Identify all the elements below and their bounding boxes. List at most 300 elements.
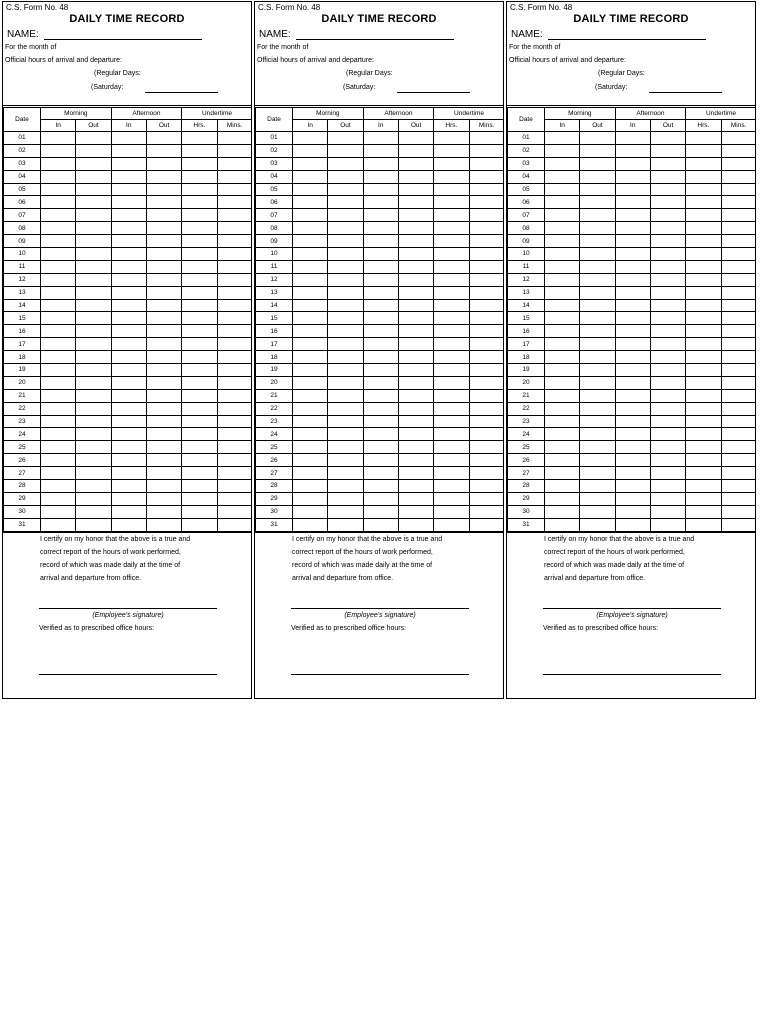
morning-in-cell[interactable] (545, 196, 580, 209)
undertime-hrs-cell[interactable] (182, 260, 217, 273)
morning-out-cell[interactable] (76, 376, 111, 389)
afternoon-out-cell[interactable] (398, 492, 433, 505)
morning-in-cell[interactable] (41, 132, 76, 145)
morning-out-cell[interactable] (76, 415, 111, 428)
afternoon-in-cell[interactable] (615, 376, 650, 389)
morning-out-cell[interactable] (328, 248, 363, 261)
afternoon-out-cell[interactable] (398, 376, 433, 389)
morning-in-cell[interactable] (293, 351, 328, 364)
morning-out-cell[interactable] (580, 222, 615, 235)
undertime-mins-cell[interactable] (217, 144, 252, 157)
afternoon-in-cell[interactable] (615, 235, 650, 248)
morning-out-cell[interactable] (328, 402, 363, 415)
afternoon-in-cell[interactable] (615, 364, 650, 377)
afternoon-out-cell[interactable] (650, 467, 685, 480)
undertime-hrs-cell[interactable] (182, 132, 217, 145)
undertime-mins-cell[interactable] (721, 505, 756, 518)
afternoon-out-cell[interactable] (650, 441, 685, 454)
undertime-mins-cell[interactable] (469, 402, 504, 415)
afternoon-out-cell[interactable] (650, 132, 685, 145)
undertime-hrs-cell[interactable] (182, 454, 217, 467)
afternoon-out-cell[interactable] (146, 518, 181, 531)
undertime-mins-cell[interactable] (469, 144, 504, 157)
morning-out-cell[interactable] (328, 415, 363, 428)
afternoon-out-cell[interactable] (146, 222, 181, 235)
morning-out-cell[interactable] (580, 428, 615, 441)
afternoon-in-cell[interactable] (615, 402, 650, 415)
undertime-hrs-cell[interactable] (182, 235, 217, 248)
afternoon-out-cell[interactable] (146, 364, 181, 377)
undertime-hrs-cell[interactable] (686, 415, 721, 428)
undertime-hrs-cell[interactable] (182, 248, 217, 261)
morning-in-cell[interactable] (545, 518, 580, 531)
afternoon-out-cell[interactable] (398, 351, 433, 364)
morning-in-cell[interactable] (545, 299, 580, 312)
morning-out-cell[interactable] (76, 325, 111, 338)
undertime-mins-cell[interactable] (721, 351, 756, 364)
morning-in-cell[interactable] (293, 376, 328, 389)
afternoon-in-cell[interactable] (615, 312, 650, 325)
undertime-hrs-cell[interactable] (182, 428, 217, 441)
undertime-hrs-cell[interactable] (686, 325, 721, 338)
morning-in-cell[interactable] (41, 402, 76, 415)
morning-in-cell[interactable] (293, 248, 328, 261)
morning-out-cell[interactable] (76, 441, 111, 454)
undertime-mins-cell[interactable] (721, 209, 756, 222)
afternoon-out-cell[interactable] (146, 480, 181, 493)
morning-in-cell[interactable] (41, 389, 76, 402)
undertime-mins-cell[interactable] (721, 415, 756, 428)
undertime-mins-cell[interactable] (721, 286, 756, 299)
afternoon-in-cell[interactable] (615, 273, 650, 286)
morning-in-cell[interactable] (293, 415, 328, 428)
morning-in-cell[interactable] (293, 209, 328, 222)
afternoon-in-cell[interactable] (363, 312, 398, 325)
afternoon-in-cell[interactable] (111, 260, 146, 273)
afternoon-out-cell[interactable] (398, 273, 433, 286)
undertime-mins-cell[interactable] (217, 286, 252, 299)
undertime-hrs-cell[interactable] (182, 376, 217, 389)
morning-out-cell[interactable] (580, 402, 615, 415)
morning-out-cell[interactable] (328, 312, 363, 325)
morning-out-cell[interactable] (580, 157, 615, 170)
undertime-mins-cell[interactable] (217, 505, 252, 518)
undertime-mins-cell[interactable] (469, 338, 504, 351)
morning-out-cell[interactable] (76, 286, 111, 299)
undertime-mins-cell[interactable] (217, 196, 252, 209)
afternoon-in-cell[interactable] (111, 480, 146, 493)
morning-in-cell[interactable] (293, 273, 328, 286)
afternoon-out-cell[interactable] (650, 389, 685, 402)
morning-in-cell[interactable] (41, 441, 76, 454)
undertime-mins-cell[interactable] (217, 299, 252, 312)
morning-out-cell[interactable] (76, 338, 111, 351)
undertime-hrs-cell[interactable] (182, 325, 217, 338)
afternoon-in-cell[interactable] (111, 235, 146, 248)
undertime-mins-cell[interactable] (721, 480, 756, 493)
morning-out-cell[interactable] (76, 260, 111, 273)
undertime-mins-cell[interactable] (217, 415, 252, 428)
morning-in-cell[interactable] (545, 389, 580, 402)
undertime-hrs-cell[interactable] (434, 428, 469, 441)
morning-out-cell[interactable] (76, 428, 111, 441)
afternoon-in-cell[interactable] (363, 351, 398, 364)
afternoon-out-cell[interactable] (398, 389, 433, 402)
afternoon-out-cell[interactable] (650, 248, 685, 261)
morning-in-cell[interactable] (545, 467, 580, 480)
afternoon-in-cell[interactable] (615, 441, 650, 454)
undertime-mins-cell[interactable] (469, 273, 504, 286)
afternoon-in-cell[interactable] (111, 209, 146, 222)
morning-in-cell[interactable] (293, 428, 328, 441)
afternoon-in-cell[interactable] (111, 183, 146, 196)
undertime-hrs-cell[interactable] (182, 415, 217, 428)
afternoon-in-cell[interactable] (111, 428, 146, 441)
afternoon-out-cell[interactable] (146, 157, 181, 170)
morning-out-cell[interactable] (328, 222, 363, 235)
afternoon-in-cell[interactable] (615, 492, 650, 505)
undertime-hrs-cell[interactable] (182, 209, 217, 222)
morning-out-cell[interactable] (580, 144, 615, 157)
undertime-mins-cell[interactable] (217, 467, 252, 480)
afternoon-out-cell[interactable] (650, 196, 685, 209)
undertime-hrs-cell[interactable] (434, 415, 469, 428)
morning-in-cell[interactable] (293, 170, 328, 183)
morning-out-cell[interactable] (76, 351, 111, 364)
afternoon-in-cell[interactable] (363, 428, 398, 441)
morning-out-cell[interactable] (76, 157, 111, 170)
morning-in-cell[interactable] (41, 518, 76, 531)
morning-out-cell[interactable] (580, 338, 615, 351)
undertime-hrs-cell[interactable] (686, 170, 721, 183)
afternoon-in-cell[interactable] (363, 467, 398, 480)
afternoon-out-cell[interactable] (650, 480, 685, 493)
morning-out-cell[interactable] (580, 312, 615, 325)
morning-out-cell[interactable] (76, 402, 111, 415)
morning-out-cell[interactable] (580, 132, 615, 145)
afternoon-in-cell[interactable] (615, 518, 650, 531)
morning-in-cell[interactable] (41, 273, 76, 286)
undertime-hrs-cell[interactable] (434, 480, 469, 493)
morning-in-cell[interactable] (545, 428, 580, 441)
undertime-mins-cell[interactable] (469, 286, 504, 299)
afternoon-out-cell[interactable] (650, 235, 685, 248)
undertime-mins-cell[interactable] (217, 157, 252, 170)
afternoon-in-cell[interactable] (363, 222, 398, 235)
undertime-hrs-cell[interactable] (686, 144, 721, 157)
morning-in-cell[interactable] (41, 196, 76, 209)
afternoon-in-cell[interactable] (615, 157, 650, 170)
undertime-mins-cell[interactable] (721, 338, 756, 351)
afternoon-in-cell[interactable] (111, 454, 146, 467)
morning-out-cell[interactable] (76, 467, 111, 480)
undertime-hrs-cell[interactable] (686, 518, 721, 531)
afternoon-in-cell[interactable] (363, 441, 398, 454)
undertime-hrs-cell[interactable] (686, 505, 721, 518)
morning-out-cell[interactable] (328, 209, 363, 222)
morning-out-cell[interactable] (580, 480, 615, 493)
afternoon-out-cell[interactable] (398, 209, 433, 222)
undertime-mins-cell[interactable] (469, 467, 504, 480)
afternoon-in-cell[interactable] (111, 505, 146, 518)
employee-signature-line[interactable] (39, 608, 217, 609)
morning-out-cell[interactable] (76, 492, 111, 505)
morning-out-cell[interactable] (328, 196, 363, 209)
afternoon-in-cell[interactable] (363, 235, 398, 248)
undertime-hrs-cell[interactable] (434, 196, 469, 209)
afternoon-out-cell[interactable] (650, 402, 685, 415)
morning-in-cell[interactable] (545, 183, 580, 196)
afternoon-out-cell[interactable] (146, 209, 181, 222)
afternoon-in-cell[interactable] (615, 248, 650, 261)
employee-signature-line[interactable] (291, 608, 469, 609)
undertime-mins-cell[interactable] (217, 338, 252, 351)
undertime-mins-cell[interactable] (721, 273, 756, 286)
undertime-mins-cell[interactable] (469, 312, 504, 325)
undertime-hrs-cell[interactable] (182, 518, 217, 531)
undertime-hrs-cell[interactable] (182, 364, 217, 377)
morning-out-cell[interactable] (76, 222, 111, 235)
morning-out-cell[interactable] (76, 454, 111, 467)
morning-out-cell[interactable] (328, 183, 363, 196)
afternoon-out-cell[interactable] (146, 248, 181, 261)
afternoon-in-cell[interactable] (363, 518, 398, 531)
morning-out-cell[interactable] (580, 376, 615, 389)
morning-out-cell[interactable] (580, 299, 615, 312)
undertime-mins-cell[interactable] (721, 235, 756, 248)
undertime-mins-cell[interactable] (217, 364, 252, 377)
morning-in-cell[interactable] (293, 183, 328, 196)
undertime-mins-cell[interactable] (721, 518, 756, 531)
morning-out-cell[interactable] (328, 389, 363, 402)
afternoon-in-cell[interactable] (363, 132, 398, 145)
morning-in-cell[interactable] (293, 402, 328, 415)
morning-in-cell[interactable] (293, 235, 328, 248)
afternoon-out-cell[interactable] (398, 441, 433, 454)
undertime-mins-cell[interactable] (469, 209, 504, 222)
undertime-hrs-cell[interactable] (686, 157, 721, 170)
afternoon-in-cell[interactable] (111, 389, 146, 402)
undertime-mins-cell[interactable] (217, 454, 252, 467)
morning-in-cell[interactable] (545, 480, 580, 493)
undertime-hrs-cell[interactable] (434, 260, 469, 273)
afternoon-in-cell[interactable] (111, 273, 146, 286)
morning-out-cell[interactable] (76, 235, 111, 248)
afternoon-out-cell[interactable] (650, 222, 685, 235)
afternoon-in-cell[interactable] (363, 480, 398, 493)
undertime-hrs-cell[interactable] (434, 132, 469, 145)
undertime-mins-cell[interactable] (469, 196, 504, 209)
morning-out-cell[interactable] (580, 183, 615, 196)
undertime-mins-cell[interactable] (469, 505, 504, 518)
morning-in-cell[interactable] (545, 248, 580, 261)
undertime-hrs-cell[interactable] (686, 209, 721, 222)
undertime-hrs-cell[interactable] (182, 183, 217, 196)
afternoon-out-cell[interactable] (398, 402, 433, 415)
afternoon-in-cell[interactable] (111, 441, 146, 454)
undertime-mins-cell[interactable] (217, 402, 252, 415)
undertime-hrs-cell[interactable] (182, 492, 217, 505)
morning-in-cell[interactable] (293, 260, 328, 273)
undertime-hrs-cell[interactable] (686, 402, 721, 415)
morning-in-cell[interactable] (41, 351, 76, 364)
undertime-mins-cell[interactable] (721, 183, 756, 196)
undertime-hrs-cell[interactable] (434, 209, 469, 222)
morning-in-cell[interactable] (41, 480, 76, 493)
morning-in-cell[interactable] (41, 170, 76, 183)
morning-out-cell[interactable] (76, 248, 111, 261)
afternoon-out-cell[interactable] (650, 338, 685, 351)
undertime-mins-cell[interactable] (469, 480, 504, 493)
undertime-hrs-cell[interactable] (434, 273, 469, 286)
afternoon-out-cell[interactable] (146, 402, 181, 415)
afternoon-in-cell[interactable] (615, 183, 650, 196)
afternoon-out-cell[interactable] (650, 157, 685, 170)
afternoon-out-cell[interactable] (146, 467, 181, 480)
undertime-hrs-cell[interactable] (686, 441, 721, 454)
undertime-mins-cell[interactable] (469, 157, 504, 170)
undertime-mins-cell[interactable] (217, 441, 252, 454)
undertime-mins-cell[interactable] (721, 389, 756, 402)
undertime-hrs-cell[interactable] (434, 235, 469, 248)
afternoon-out-cell[interactable] (650, 170, 685, 183)
undertime-mins-cell[interactable] (469, 183, 504, 196)
afternoon-out-cell[interactable] (146, 351, 181, 364)
undertime-mins-cell[interactable] (469, 248, 504, 261)
afternoon-in-cell[interactable] (615, 170, 650, 183)
afternoon-out-cell[interactable] (650, 415, 685, 428)
afternoon-in-cell[interactable] (363, 325, 398, 338)
undertime-mins-cell[interactable] (469, 454, 504, 467)
morning-out-cell[interactable] (580, 248, 615, 261)
morning-out-cell[interactable] (328, 325, 363, 338)
afternoon-in-cell[interactable] (111, 364, 146, 377)
afternoon-in-cell[interactable] (111, 196, 146, 209)
undertime-hrs-cell[interactable] (686, 312, 721, 325)
morning-in-cell[interactable] (293, 312, 328, 325)
afternoon-out-cell[interactable] (398, 299, 433, 312)
undertime-hrs-cell[interactable] (686, 248, 721, 261)
afternoon-out-cell[interactable] (650, 183, 685, 196)
morning-out-cell[interactable] (328, 467, 363, 480)
undertime-mins-cell[interactable] (469, 235, 504, 248)
afternoon-out-cell[interactable] (650, 505, 685, 518)
morning-in-cell[interactable] (293, 518, 328, 531)
morning-out-cell[interactable] (76, 299, 111, 312)
morning-in-cell[interactable] (41, 248, 76, 261)
undertime-hrs-cell[interactable] (182, 299, 217, 312)
undertime-mins-cell[interactable] (469, 376, 504, 389)
afternoon-in-cell[interactable] (363, 248, 398, 261)
undertime-hrs-cell[interactable] (686, 196, 721, 209)
afternoon-out-cell[interactable] (398, 260, 433, 273)
morning-out-cell[interactable] (328, 492, 363, 505)
afternoon-in-cell[interactable] (363, 286, 398, 299)
morning-in-cell[interactable] (545, 364, 580, 377)
morning-in-cell[interactable] (41, 325, 76, 338)
afternoon-out-cell[interactable] (146, 505, 181, 518)
undertime-mins-cell[interactable] (721, 299, 756, 312)
afternoon-out-cell[interactable] (146, 312, 181, 325)
morning-in-cell[interactable] (41, 312, 76, 325)
morning-in-cell[interactable] (41, 364, 76, 377)
afternoon-out-cell[interactable] (146, 338, 181, 351)
morning-out-cell[interactable] (328, 299, 363, 312)
morning-out-cell[interactable] (580, 170, 615, 183)
afternoon-out-cell[interactable] (650, 144, 685, 157)
afternoon-out-cell[interactable] (146, 235, 181, 248)
afternoon-in-cell[interactable] (363, 454, 398, 467)
morning-out-cell[interactable] (76, 273, 111, 286)
afternoon-in-cell[interactable] (111, 312, 146, 325)
afternoon-in-cell[interactable] (111, 325, 146, 338)
afternoon-out-cell[interactable] (650, 454, 685, 467)
morning-in-cell[interactable] (545, 402, 580, 415)
morning-in-cell[interactable] (41, 222, 76, 235)
morning-in-cell[interactable] (293, 132, 328, 145)
morning-in-cell[interactable] (293, 467, 328, 480)
morning-in-cell[interactable] (545, 209, 580, 222)
saturday-field-line[interactable] (649, 92, 722, 93)
morning-in-cell[interactable] (41, 415, 76, 428)
morning-out-cell[interactable] (580, 518, 615, 531)
morning-in-cell[interactable] (41, 286, 76, 299)
afternoon-out-cell[interactable] (650, 209, 685, 222)
afternoon-in-cell[interactable] (363, 260, 398, 273)
afternoon-in-cell[interactable] (363, 402, 398, 415)
morning-in-cell[interactable] (293, 492, 328, 505)
afternoon-in-cell[interactable] (111, 157, 146, 170)
saturday-field-line[interactable] (397, 92, 470, 93)
afternoon-out-cell[interactable] (398, 170, 433, 183)
undertime-hrs-cell[interactable] (434, 312, 469, 325)
undertime-hrs-cell[interactable] (182, 196, 217, 209)
afternoon-out-cell[interactable] (398, 183, 433, 196)
morning-out-cell[interactable] (328, 286, 363, 299)
afternoon-in-cell[interactable] (363, 364, 398, 377)
afternoon-out-cell[interactable] (650, 325, 685, 338)
undertime-hrs-cell[interactable] (686, 428, 721, 441)
undertime-mins-cell[interactable] (469, 299, 504, 312)
morning-in-cell[interactable] (293, 454, 328, 467)
morning-in-cell[interactable] (41, 183, 76, 196)
afternoon-out-cell[interactable] (146, 492, 181, 505)
afternoon-in-cell[interactable] (615, 222, 650, 235)
afternoon-out-cell[interactable] (398, 364, 433, 377)
afternoon-in-cell[interactable] (111, 144, 146, 157)
afternoon-in-cell[interactable] (615, 196, 650, 209)
afternoon-out-cell[interactable] (398, 480, 433, 493)
undertime-hrs-cell[interactable] (686, 454, 721, 467)
undertime-mins-cell[interactable] (469, 428, 504, 441)
morning-out-cell[interactable] (328, 338, 363, 351)
morning-out-cell[interactable] (328, 170, 363, 183)
undertime-mins-cell[interactable] (721, 157, 756, 170)
undertime-mins-cell[interactable] (721, 132, 756, 145)
undertime-hrs-cell[interactable] (686, 467, 721, 480)
undertime-hrs-cell[interactable] (182, 144, 217, 157)
afternoon-out-cell[interactable] (398, 505, 433, 518)
undertime-hrs-cell[interactable] (434, 286, 469, 299)
afternoon-out-cell[interactable] (146, 415, 181, 428)
afternoon-out-cell[interactable] (650, 273, 685, 286)
morning-in-cell[interactable] (41, 299, 76, 312)
morning-in-cell[interactable] (41, 144, 76, 157)
morning-in-cell[interactable] (545, 351, 580, 364)
afternoon-in-cell[interactable] (615, 428, 650, 441)
morning-out-cell[interactable] (328, 480, 363, 493)
morning-in-cell[interactable] (293, 505, 328, 518)
